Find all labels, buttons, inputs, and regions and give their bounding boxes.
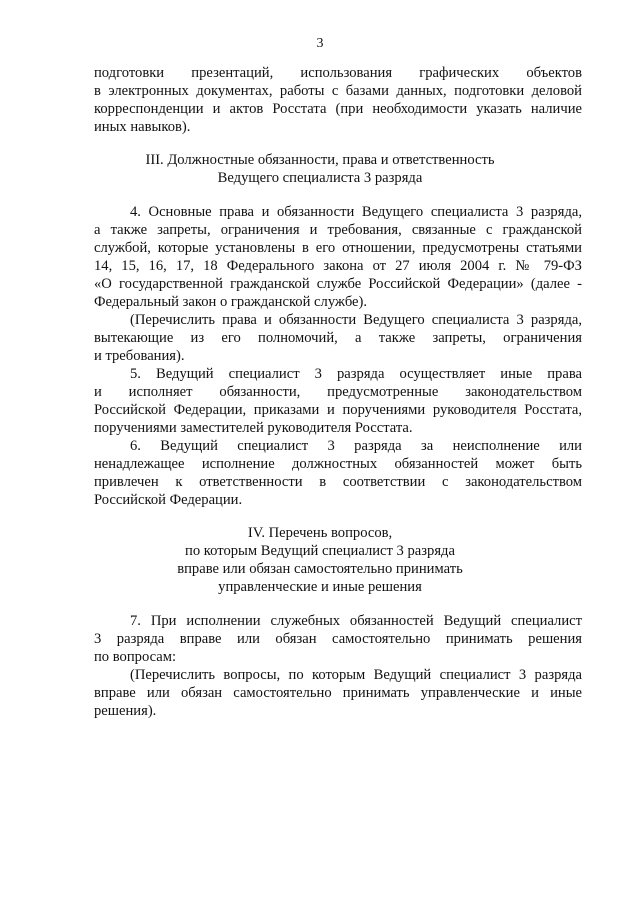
text-line: а также запреты, ограничения и требования, связанные с гражданской [94,222,582,238]
text-line: 5. Ведущий специалист 3 разряда осуществляет иные права [130,366,582,382]
text-line: и требования). [94,348,185,364]
heading-line: управленческие и иные решения [218,579,422,595]
text-line: 3 разряда вправе или обязан самостоятельно принимать решения [94,631,582,647]
heading-line: по которым Ведущий специалист 3 разряда [185,543,455,559]
text-line: «О государственной гражданской службе Российской Федерации» (далее - [94,276,582,292]
heading-line: IV. Перечень вопросов, [247,525,393,541]
text-line: 14, 15, 16, 17, 18 Федерального закона от 27 июля 2004 г. № 79-ФЗ [94,258,582,274]
text-line: 4. Основные права и обязанности Ведущего специалиста 3 разряда, [130,204,582,220]
text-line: в электронных документах, работы с базами данных, подготовки деловой [94,83,582,99]
text-line: корреспонденции и актов Росстата (при необходимости указать наличие [94,101,582,117]
text-line: службой, которые установлены в его отношении, предусмотрены статьями [94,240,582,256]
heading-line: Ведущего специалиста 3 разряда [217,170,423,186]
heading-line: вправе или обязан самостоятельно принимать [177,561,463,577]
text-line: Федеральный закон о гражданской службе). [94,294,368,310]
heading-line: III. Должностные обязанности, права и ответственность [145,152,495,168]
text-line: поручениями заместителей руководителя Росстата. [94,420,413,436]
text-line: 7. При исполнении служебных обязанностей Ведущий специалист [130,613,582,629]
text-line: Российской Федерации, приказами и поручениями руководителя Росстата, [94,402,582,418]
text-line: Российской Федерации. [94,492,243,508]
text-line: (Перечислить права и обязанности Ведущего специалиста 3 разряда, [130,312,582,328]
text-line: (Перечислить вопросы, по которым Ведущий специалист 3 разряда [130,667,582,683]
text-line: 6. Ведущий специалист 3 разряда за неисполнение или [130,438,582,454]
text-line: по вопросам: [94,649,177,665]
page-number: 3 [316,36,324,51]
text-line: решения). [94,703,157,719]
text-line: подготовки презентаций, использования графических объектов [94,65,582,81]
text-line: ненадлежащее исполнение должностных обязанностей может быть [94,456,582,472]
text-line: иных навыков). [94,119,191,135]
text-line: и исполняет обязанности, предусмотренные законодательством [94,384,582,400]
text-line: вправе или обязан самостоятельно принимать управленческие и иные [94,685,582,701]
text-line: привлечен к ответственности в соответствии с законодательством [94,474,582,490]
text-line: вытекающие из его полномочий, а также запреты, ограничения [94,330,582,346]
